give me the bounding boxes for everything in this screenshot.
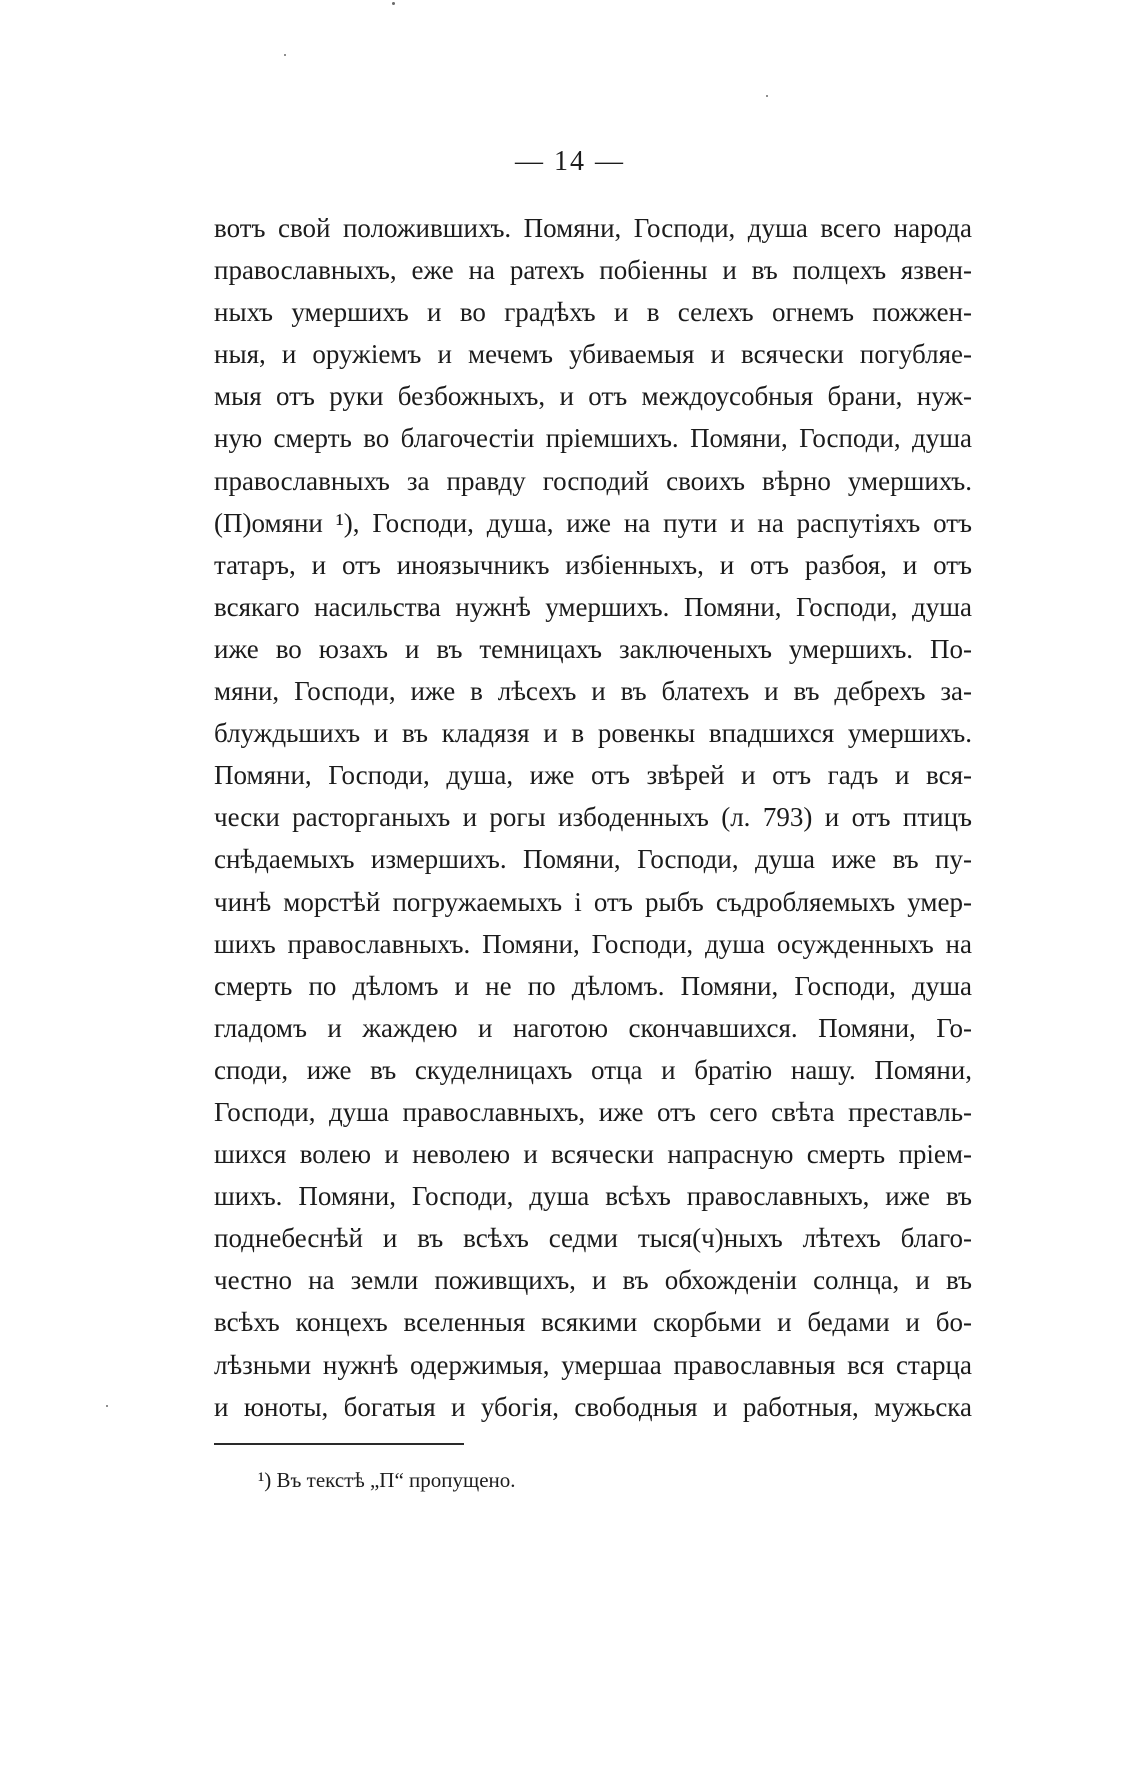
text-line: вотъ свой положившихъ. Помяни, Господи, душа всего народа: [214, 213, 972, 243]
text-line: смерть по дѣломъ и не по дѣломъ. Помяни, Господи, душа: [214, 970, 972, 1001]
print-speck: [392, 2, 395, 5]
text-line: чинѣ морстѣй погружаемыхъ і отъ рыбъ съдробляемыхъ умер-: [214, 886, 972, 917]
text-line: православныхъ, еже на ратехъ побіенны и въ полцехъ язвен-: [214, 255, 972, 286]
footnote-divider: [214, 1443, 464, 1445]
text-line: ныя, и оружіемъ и мечемъ убиваемыя и всячески погубляе-: [214, 339, 972, 370]
text-line: снѣдаемыхъ измершихъ. Помяни, Господи, душа иже въ пу-: [214, 844, 972, 875]
text-line: ныхъ умершихъ и во градѣхъ и в селехъ огнемъ пожжен-: [214, 297, 972, 328]
text-line: честно на земли поживщихъ, и въ обхожденіи солнца, и въ: [214, 1265, 972, 1296]
print-speck: [106, 1405, 108, 1407]
text-line: ную смерть во благочестіи пріемшихъ. Помяни, Господи, душа: [214, 423, 972, 454]
text-line: блуждьшихъ и въ кладязя и в ровенкы впадшихся умершихъ.: [214, 718, 972, 749]
text-line: (П)омяни ¹), Господи, душа, иже на пути и на распутіяхъ отъ: [214, 507, 972, 538]
text-line: чески расторганыхъ и рогы избоденныхъ (л. 793) и отъ птицъ: [214, 802, 972, 833]
body-text: [214, 207, 972, 1428]
text-line: шихъ православныхъ. Помяни, Господи, душа осужденныхъ на: [214, 928, 972, 959]
text-line: лѣзньми нужнѣ одержимыя, умершаа православныя вся старца: [214, 1349, 972, 1380]
print-speck: [766, 95, 768, 97]
print-speck: [284, 54, 286, 56]
text-line: всѣхъ концехъ вселенныя всякими скорбьми и бедами и бо-: [214, 1307, 972, 1338]
text-line: шихся волею и неволею и всячески напрасную смерть пріем-: [214, 1139, 972, 1170]
text-line: мяни, Господи, иже в лѣсехъ и въ блатехъ и въ дебрехъ за-: [214, 676, 972, 707]
text-line: татаръ, и отъ иноязычникъ избіенныхъ, и отъ разбоя, и отъ: [214, 549, 972, 580]
text-line: православныхъ за правду господий своихъ вѣрно умершихъ.: [214, 465, 972, 496]
footnote-marker: ¹): [258, 1468, 272, 1492]
text-line: гладомъ и жаждею и наготою скончавшихся. Помяни, Го-: [214, 1012, 972, 1043]
page-number: — 14 —: [515, 146, 625, 177]
text-line: иже во юзахъ и въ темницахъ заключеныхъ умершихъ. По-: [214, 633, 972, 664]
footnote-text: Въ текстѣ „П“ пропущено.: [276, 1468, 516, 1492]
text-line: всякаго насильства нужнѣ умершихъ. Помяни, Господи, душа: [214, 591, 972, 622]
footnote: [258, 1466, 516, 1494]
text-line: шихъ. Помяни, Господи, душа всѣхъ православныхъ, иже въ: [214, 1181, 972, 1212]
text-line: мыя отъ руки безбожныхъ, и отъ междоусобныя брани, нуж-: [214, 381, 972, 412]
text-line: Господи, душа православныхъ, иже отъ сего свѣта преставль-: [214, 1096, 972, 1127]
text-line: и юноты, богатыя и убогія, свободныя и работныя, мужьска: [214, 1391, 972, 1422]
text-line: Помяни, Господи, душа, иже отъ звѣрей и отъ гадъ и вся-: [214, 760, 972, 791]
text-line: поднебеснѣй и въ всѣхъ седми тыся(ч)ныхъ лѣтехъ благо-: [214, 1223, 972, 1254]
text-line: споди, иже въ скуделницахъ отца и братію нашу. Помяни,: [214, 1054, 972, 1085]
